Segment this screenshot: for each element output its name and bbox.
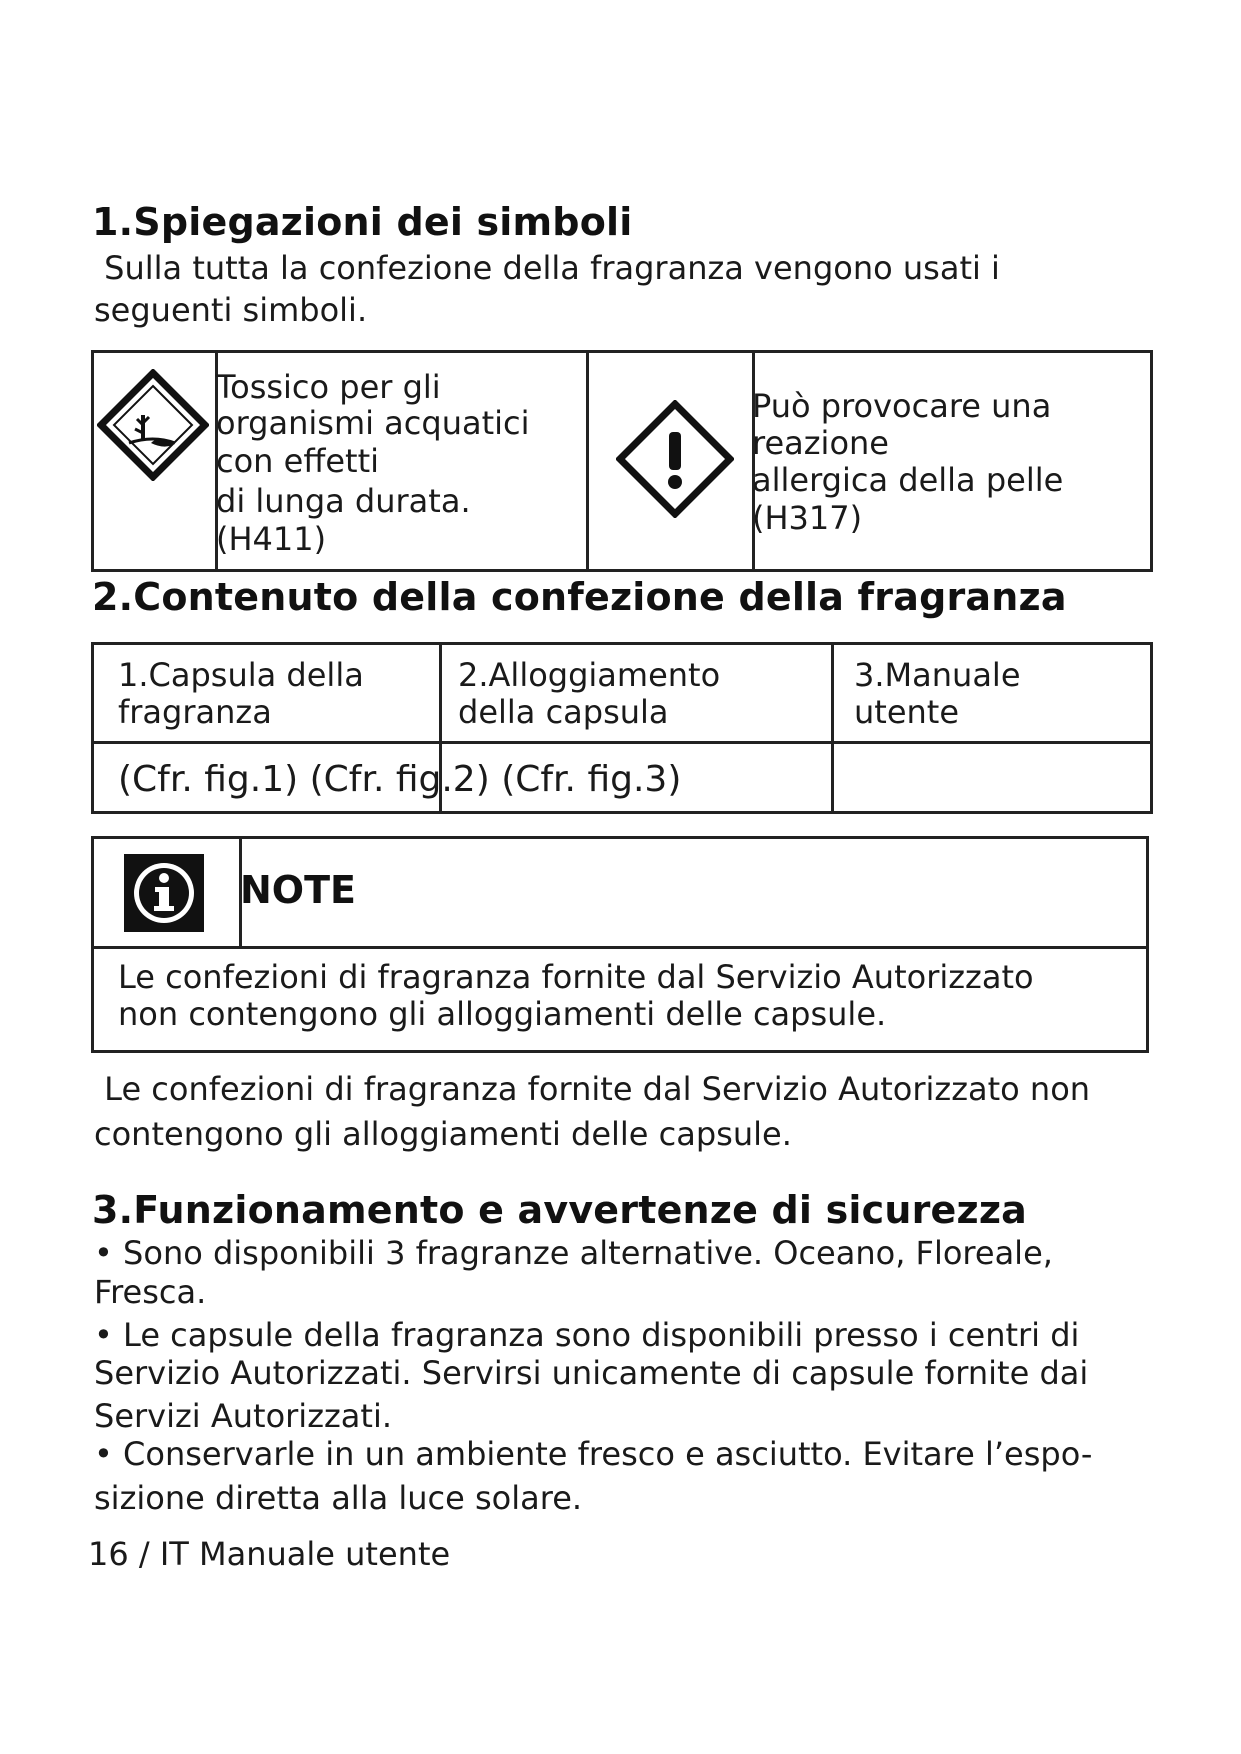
bullet-2-line-3: Servizi Autorizzati. xyxy=(94,1397,392,1435)
figures-row: (Cfr. fig.1) (Cfr. fig.2) (Cfr. fig.3) xyxy=(118,759,682,800)
section-3-title: 3.Funzionamento e avvertenze di sicurezza xyxy=(92,1188,1027,1232)
section-1-intro-line-1: Sulla tutta la confezione della fragranza vengono usati i xyxy=(94,249,1000,287)
section-2-title: 2.Contenuto della confezione della fragranza xyxy=(92,575,1067,619)
symbol-1-text-line-4: di lunga durata. xyxy=(216,482,471,520)
repeat-paragraph-line-2: contengono gli alloggiamenti delle capsule. xyxy=(94,1115,792,1153)
symbol-1-text-line-2: organismi acquatici xyxy=(216,404,530,442)
bullet-3-line-2: sizione diretta alla luce solare. xyxy=(94,1479,583,1517)
symbol-2-text-line-4: (H317) xyxy=(752,499,863,537)
content-item-1-line-1: 1.Capsula della xyxy=(118,656,364,694)
exclamation-hazard-icon xyxy=(616,400,734,518)
symbol-1-text-line-5: (H411) xyxy=(216,520,327,558)
symbol-2-text-line-1: Può provocare una xyxy=(752,387,1052,425)
bullet-2-line-2: Servizio Autorizzati. Servirsi unicamente di capsule fornite dai xyxy=(94,1354,1089,1392)
note-label: NOTE xyxy=(240,868,356,912)
symbol-2-text-line-3: allergica della pelle xyxy=(752,461,1064,499)
page-footer: 16 / IT Manuale utente xyxy=(88,1535,451,1573)
note-text-line-2: non contengono gli alloggiamenti delle capsule. xyxy=(118,995,887,1033)
section-1-title: 1.Spiegazioni dei simboli xyxy=(92,200,633,244)
note-text-line-1: Le confezioni di fragranza fornite dal Servizio Autorizzato xyxy=(118,958,1034,996)
info-icon xyxy=(124,854,204,932)
section-1-intro-line-2: seguenti simboli. xyxy=(94,291,368,329)
content-item-3-line-2: utente xyxy=(854,693,960,731)
environment-hazard-icon xyxy=(97,369,209,481)
bullet-2-line-1: • Le capsule della fragranza sono disponibili presso i centri di xyxy=(94,1316,1080,1354)
repeat-paragraph-line-1: Le confezioni di fragranza fornite dal Servizio Autorizzato non xyxy=(94,1070,1091,1108)
content-item-2-line-1: 2.Alloggiamento xyxy=(458,656,721,694)
symbol-2-text-line-2: reazione xyxy=(752,424,889,462)
content-item-3-line-1: 3.Manuale xyxy=(854,656,1021,694)
symbol-1-text-line-3: con effetti xyxy=(216,442,380,480)
bullet-3-line-1: • Conservarle in un ambiente fresco e asciutto. Evitare l’espo- xyxy=(94,1435,1093,1473)
content-item-1-line-2: fragranza xyxy=(118,693,272,731)
bullet-1-line-1: • Sono disponibili 3 fragranze alternative. Oceano, Floreale, xyxy=(94,1234,1053,1272)
symbol-1-text-line-1: Tossico per gli xyxy=(216,368,441,406)
content-item-2-line-2: della capsula xyxy=(458,693,669,731)
bullet-1-line-2: Fresca. xyxy=(94,1273,207,1311)
